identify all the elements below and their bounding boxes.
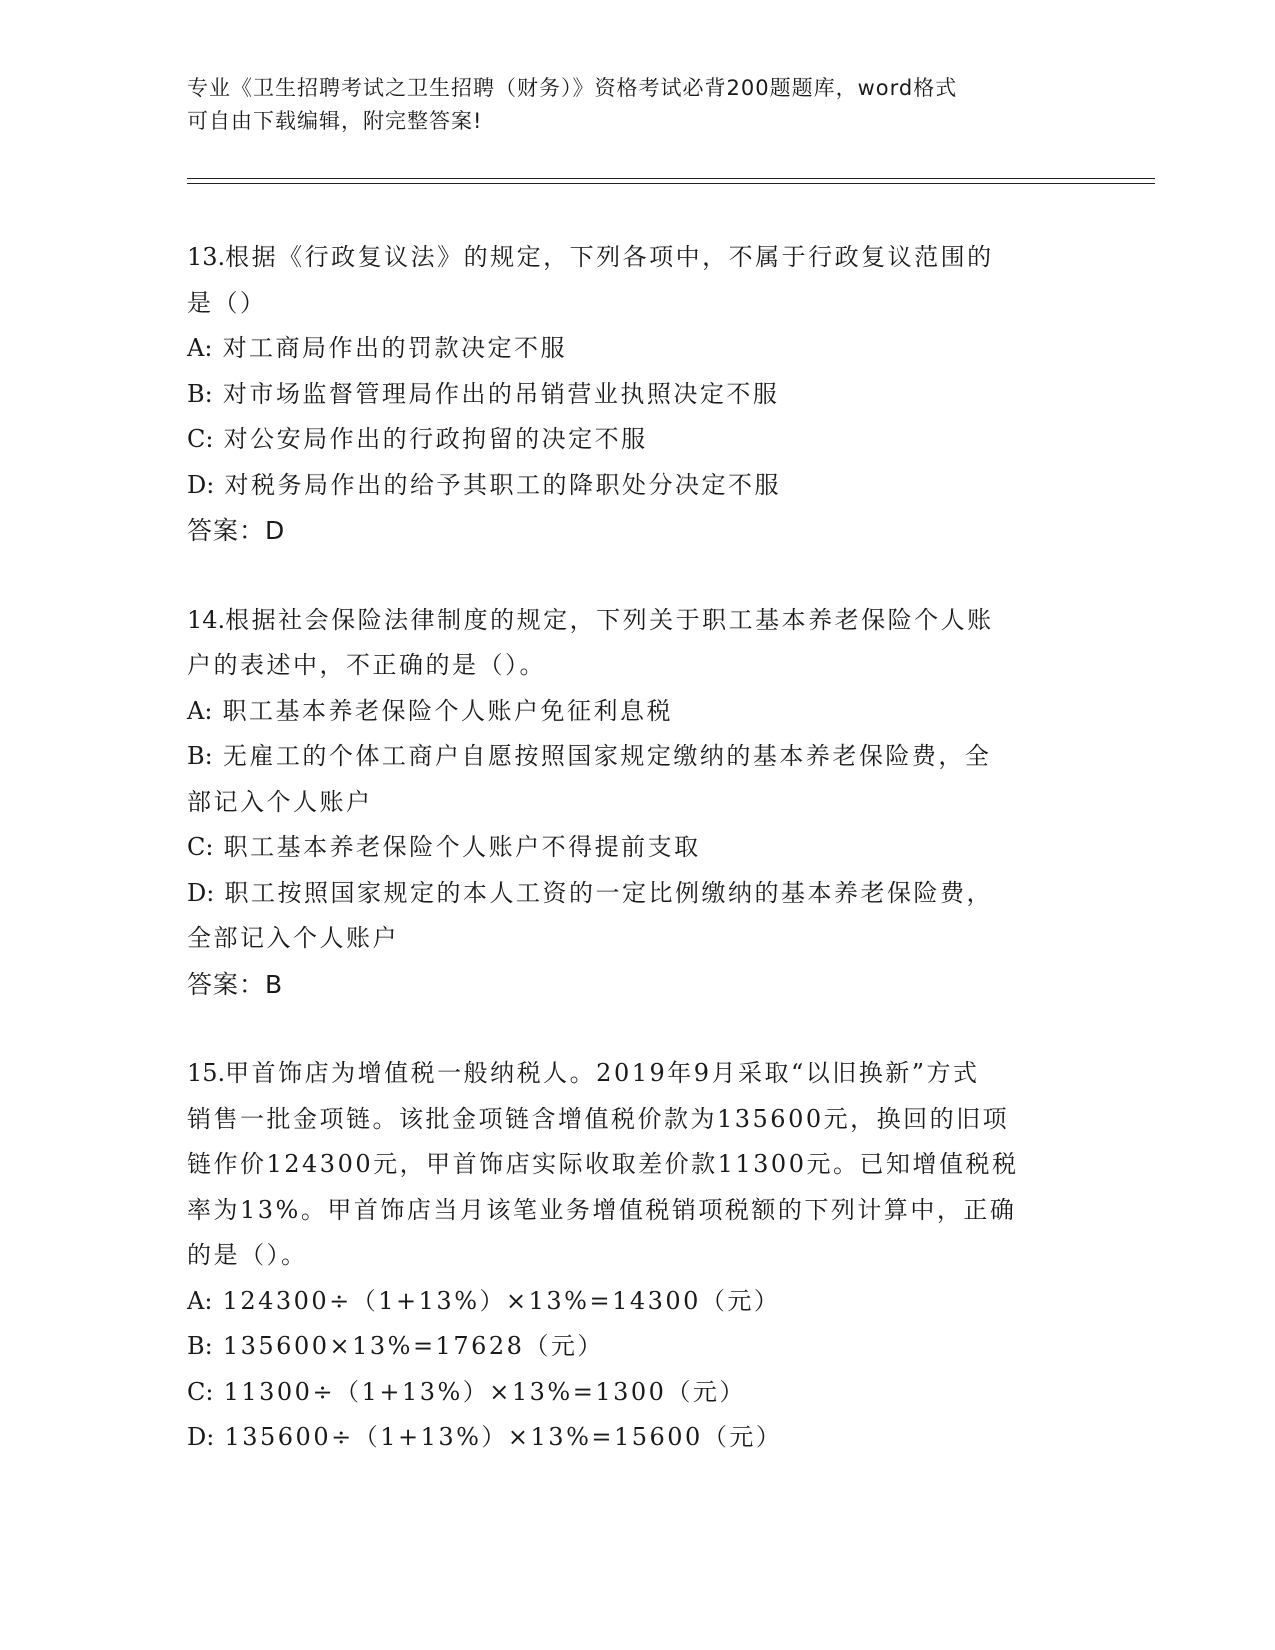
- option-d-continued: 全部记入个人账户: [187, 924, 399, 952]
- question-stem-line: 是（）: [187, 288, 267, 317]
- question-stem-line: 链作价124300元，甲首饰店实际收取差价款11300元。已知增值税税: [187, 1150, 1019, 1178]
- question-stem-line: 根据社会保险法律制度的规定，下列关于职工基本养老保险个人账: [225, 605, 994, 634]
- question-stem-line: 的是（）。: [187, 1241, 308, 1269]
- header-divider-top: [187, 178, 1155, 179]
- document-header: [187, 72, 1087, 138]
- option-a: A: 职工基本养老保险个人账户免征利息税: [187, 696, 674, 725]
- header-divider-bottom: [187, 183, 1155, 184]
- question-list: [187, 235, 1087, 1461]
- option-d: D: 对税务局作出的给予其职工的降职处分决定不服: [187, 470, 781, 499]
- option-d: D: 职工按照国家规定的本人工资的一定比例缴纳的基本养老保险费，: [187, 878, 993, 907]
- option-b: B: 135600×13%=17628（元）: [187, 1332, 604, 1360]
- option-b: B: 对市场监督管理局作出的吊销营业执照决定不服: [187, 379, 780, 408]
- option-b: B: 无雇工的个体工商户自愿按照国家规定缴纳的基本养老保险费，全: [187, 742, 992, 770]
- option-a: A: 124300÷（1+13%）×13%=14300（元）: [187, 1286, 781, 1315]
- question-stem-line: 户的表述中，不正确的是（）。: [187, 651, 546, 679]
- question-13: [187, 235, 1087, 554]
- header-title-line-2: 可自由下载编辑，附完整答案!: [187, 109, 483, 133]
- question-number: 13.: [187, 243, 226, 271]
- question-stem-line: 甲首饰店为增值税一般纳税人。2019年9月采取“以旧换新”方式: [225, 1059, 980, 1087]
- option-b-continued: 部记入个人账户: [187, 787, 373, 816]
- question-stem-line: 销售一批金项链。该批金项链含增值税价款为135600元，换回的旧项: [187, 1104, 1010, 1133]
- option-a: A: 对工商局作出的罚款决定不服: [187, 334, 568, 362]
- question-stem-line: 根据《行政复议法》的规定，下列各项中，不属于行政复议范围的: [225, 243, 994, 271]
- answer: 答案：D: [187, 516, 286, 545]
- header-title-line-1: 专业《卫生招聘考试之卫生招聘（财务）》资格考试必背200题题库，word格式: [187, 76, 958, 100]
- option-d: D: 135600÷（1+13%）×13%=15600（元）: [187, 1423, 783, 1451]
- question-number: 14.: [187, 605, 226, 634]
- answer: 答案：B: [187, 969, 284, 999]
- question-14: [187, 598, 1087, 1008]
- option-c: C: 职工基本养老保险个人账户不得提前支取: [187, 833, 701, 861]
- option-c: C: 11300÷（1+13%）×13%=1300（元）: [187, 1377, 746, 1406]
- question-number: 15.: [187, 1059, 226, 1087]
- option-c: C: 对公安局作出的行政拘留的决定不服: [187, 425, 648, 453]
- question-stem-line: 率为13%。甲首饰店当月该笔业务增值税销项税额的下列计算中，正确: [187, 1195, 1017, 1224]
- question-15: [187, 1051, 1087, 1461]
